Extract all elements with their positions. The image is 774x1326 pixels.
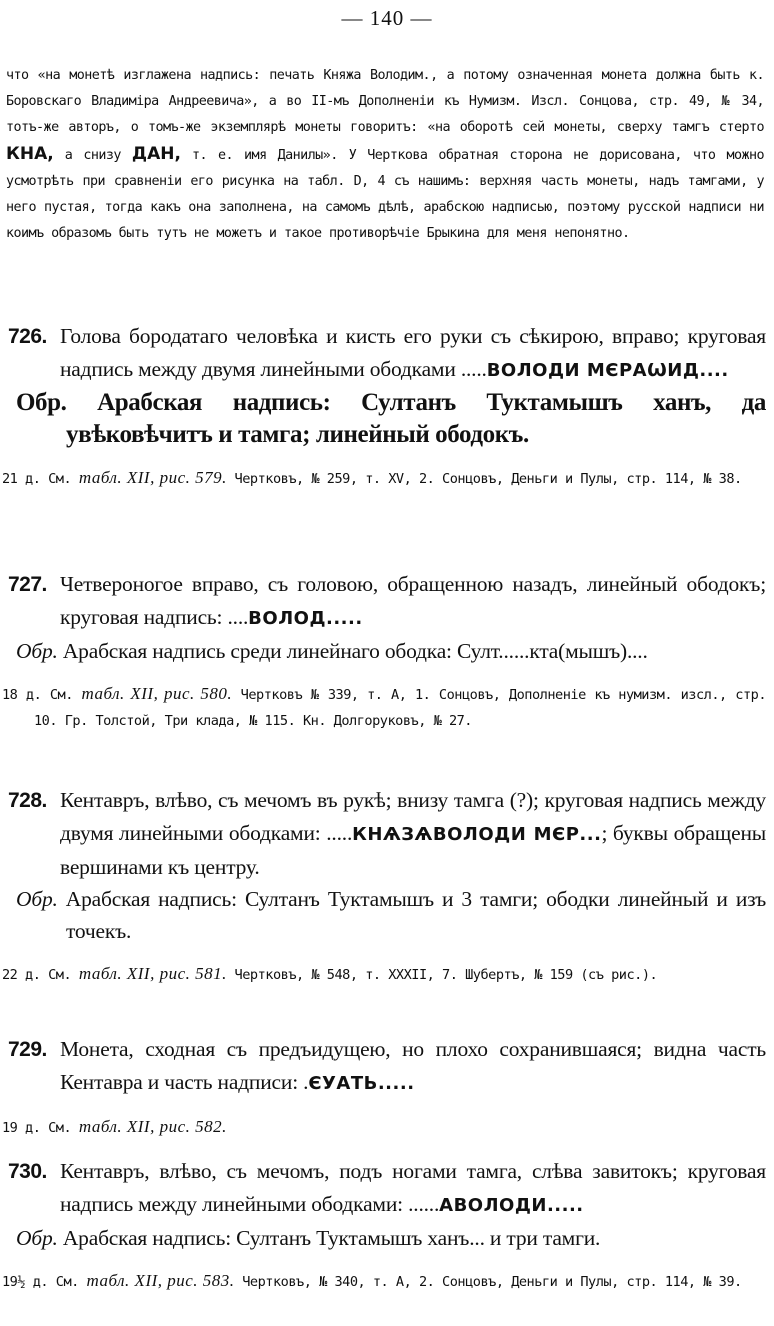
ref-plate: табл. XII, рис. 583. — [86, 1271, 235, 1290]
coin-legend: ВОЛОДИ МЄРАѠИД.... — [486, 360, 729, 381]
catalog-entry-727 — [2, 568, 766, 734]
coin-legend: ВОЛОД..... — [248, 608, 363, 629]
obverse-label: Обр. — [16, 887, 58, 911]
entry-number: 729. — [8, 1038, 47, 1061]
page-number: — 140 — — [341, 6, 433, 30]
entry-description — [8, 784, 766, 883]
intro-legend-2: ДАН, — [131, 144, 181, 164]
coin-legend: КНѦЗѦВОЛОДИ МЄР... — [352, 824, 602, 845]
ref-plate: табл. XII, рис. 580. — [81, 684, 233, 703]
ref-plate: табл. XII, рис. 582. — [78, 1117, 227, 1136]
obverse-label: Обр. — [16, 639, 58, 663]
obverse-text: Арабская надпись среди линейнаго ободка: Султ......кта(мышъ).... — [57, 639, 648, 663]
description-text: Кентавръ, влѣво, съ мечомъ въ рукѣ; внизу тамга (?); круговая надпись между двумя линейными ободками: ..... — [60, 788, 766, 845]
obverse-text: Арабская надпись: Султанъ Туктамышъ ханъ, да увѣковѣчитъ и тамга; линейный ободокъ. — [66, 389, 766, 448]
intro-end-text: т. е. имя Данилы». У Черткова обратная сторона не дорисована, что можно усмотрѣть при сравненіи его рисунка на табл. D, 4 съ нашимъ: верхняя часть монеты, надъ тамгами, у него пустая, тогда какъ она заполнена, на самомъ дѣлѣ, арабскою надписью, поэтому русской надписи ни коимъ образомъ быть тутъ не можетъ и такое противорѣчіе Брыкина для меня непонятно. — [6, 148, 764, 241]
entry-obverse — [8, 635, 766, 667]
ref-rest: Чертковъ, № 340, т. А, 2. Сонцовъ, Деньги и Пулы, стр. 114, № 39. — [234, 1274, 742, 1290]
entry-description — [8, 568, 766, 635]
entry-reference — [2, 961, 766, 988]
entry-obverse — [8, 1222, 766, 1254]
description-text: Четвероногое вправо, съ головою, обращенною назадъ, линейный ободокъ; круговая надпись: .... — [60, 572, 766, 629]
entry-reference — [2, 465, 766, 492]
entry-number: 730. — [8, 1160, 47, 1183]
entry-description — [8, 1155, 766, 1222]
ref-weight: 18 д. См. — [2, 687, 82, 703]
coin-legend: АВОЛОДИ..... — [439, 1195, 584, 1216]
ref-weight: 19½ д. См. — [2, 1274, 87, 1290]
intro-legend-1: КНА, — [6, 144, 54, 164]
ref-weight: 22 д. См. — [2, 967, 79, 983]
ref-weight: 21 д. См. — [2, 471, 79, 487]
description-end: ; буквы обращены вершинами къ центру. — [60, 821, 767, 879]
entry-description — [8, 1033, 766, 1100]
coin-legend: ЄУАТЬ..... — [308, 1073, 415, 1094]
catalog-entry-726 — [2, 320, 766, 492]
intro-mid-text: а снизу — [53, 148, 132, 163]
entry-obverse — [8, 387, 766, 451]
obverse-text: Арабская надпись: Султанъ Туктамышъ ханъ... и три тамги. — [57, 1226, 601, 1250]
catalog-entry-728 — [2, 784, 767, 988]
entry-number: 727. — [8, 573, 47, 596]
description-text: Кентавръ, влѣво, съ мечомъ, подъ ногами тамга, слѣва завитокъ; круговая надпись между линейными ободками: ...... — [60, 1159, 766, 1216]
entry-reference — [2, 1114, 766, 1141]
ref-plate: табл. XII, рис. 581. — [78, 964, 227, 983]
intro-paragraph — [6, 63, 764, 247]
entry-obverse — [8, 883, 766, 947]
obverse-text: Арабская надпись: Султанъ Туктамышъ и 3 тамги; ободки линейный и изъ точекъ. — [57, 887, 766, 943]
description-text: Голова бородатаго человѣка и кисть его руки съ сѣкирою, вправо; круговая надпись между двумя линейными ободками ..... — [60, 324, 766, 381]
entry-reference — [2, 1268, 766, 1295]
ref-rest: Чертковъ, № 259, т. XV, 2. Сонцовъ, Деньги и Пулы, стр. 114, № 38. — [226, 471, 742, 487]
ref-rest: Чертковъ № 339, т. А, 1. Сонцовъ, Дополненіе къ нумизм. изсл., стр. 10. Гр. Толстой, Три клада, № 115. Кн. Долгоруковъ, № 27. — [34, 687, 766, 729]
obverse-label: Обр. — [16, 1226, 58, 1250]
ref-weight: 19 д. См. — [2, 1120, 79, 1136]
catalog-entry-730 — [2, 1155, 766, 1295]
entry-description — [8, 320, 766, 387]
catalog-entry-729 — [2, 1033, 766, 1141]
ref-rest: Чертковъ, № 548, т. XXXII, 7. Шубертъ, № 159 (съ рис.). — [226, 967, 658, 983]
description-text: Монета, сходная съ предъидущею, но плохо сохранившаяся; видна часть Кентавра и часть надписи: . — [60, 1037, 766, 1094]
ref-plate: табл. XII, рис. 579. — [78, 468, 227, 487]
entry-number: 726. — [8, 325, 47, 348]
entry-number: 728. — [8, 789, 47, 812]
obverse-label: Обр. — [16, 389, 67, 416]
intro-text: что «на монетѣ изглажена надпись: печать Княжа Володим., а потому означенная монета должна быть к. Боровскаго Владиміра Андреевича», а во II-мъ Дополненіи къ Нумизм. Изсл. Сонцова, стр. 49, № 34, тотъ-же авторъ, о томъ-же экземплярѣ монеты говоритъ: «на оборотѣ сей монеты, сверху тамгъ стерто — [6, 68, 764, 135]
entry-reference — [2, 681, 766, 734]
